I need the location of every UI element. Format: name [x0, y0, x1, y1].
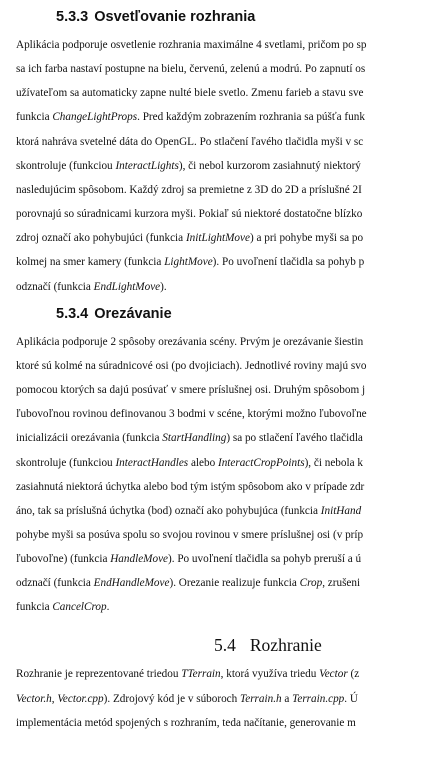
text-line	[16, 528, 363, 542]
text-line	[16, 456, 363, 470]
text-run: ). Po uvoľnení tlačidla sa pohyb p	[212, 256, 365, 269]
text-run: skontroluje (funkciou	[16, 159, 116, 172]
function-name: InteractHandles	[115, 456, 189, 469]
function-name: InitHand	[320, 504, 362, 517]
text-run: funkcia	[16, 601, 53, 614]
text-run: ) sa po stlačení ľavého tlačidla	[226, 432, 363, 445]
section-title: Rozhranie	[249, 635, 322, 655]
text-run: alebo	[188, 456, 218, 469]
text-run: implementácia metód spojených s rozhraním, teda načítanie, generovanie m	[16, 717, 356, 729]
text-run: ). Po uvoľnení tlačidla sa pohyb preruší a ú	[168, 552, 362, 565]
text-line	[16, 431, 363, 445]
text-run: odznačí (funkcia	[16, 577, 94, 589]
text-run: inicializácii orezávania (funkcia	[16, 432, 163, 445]
text-line	[16, 159, 361, 173]
text-line	[16, 667, 359, 681]
text-line	[16, 335, 363, 349]
function-name: Vector.cpp	[57, 692, 104, 705]
text-run: ). Orezanie realizuje funkcia	[169, 577, 300, 589]
text-run: áno, tak sa príslušná úchytka (bod) označí ako pohybujúca (funkcia	[16, 504, 321, 517]
function-name: ChangeLightProps	[52, 111, 138, 124]
text-run: kolmej na smer kamery (funkcia	[16, 256, 165, 269]
text-run: ľubovoľnou rovinou definovanou 3 bodmi v scéne, ktorými možno ľubovoľne	[16, 408, 367, 421]
text-run: Rozhranie je reprezentované triedou	[16, 668, 182, 680]
function-name: CancelCrop	[52, 601, 107, 614]
text-line	[16, 359, 366, 373]
function-name: Vector.h	[16, 692, 52, 705]
section-title: Orezávanie	[94, 306, 172, 322]
text-run: ľubovoľne) (funkcia	[16, 552, 111, 565]
text-line	[16, 255, 364, 269]
text-line	[16, 383, 365, 397]
text-line	[16, 62, 365, 76]
text-run: . Ú	[344, 692, 358, 705]
text-run: (z	[347, 668, 360, 680]
text-line	[16, 552, 361, 566]
function-name: Crop	[299, 577, 323, 589]
section-number: 5.3.4	[56, 306, 89, 322]
text-line	[16, 407, 367, 421]
text-run: . Pred každým zobrazením rozhrania sa púšťa funk	[137, 111, 365, 124]
function-name: StartHandling	[162, 432, 227, 445]
function-name: InteractCropPoints	[217, 456, 305, 469]
function-name: InteractLights	[115, 159, 179, 172]
text-line	[16, 110, 365, 124]
function-name: HandleMove	[110, 552, 168, 565]
text-line	[16, 716, 356, 730]
text-line	[16, 600, 109, 614]
text-run: užívateľom sa automaticky zapne nulté biele svetlo. Zmenu farieb a stavu sve	[16, 87, 364, 100]
text-run: , zrušeni	[322, 577, 361, 589]
text-run: .	[106, 601, 110, 614]
text-run: pohybe myši sa posúva spolu so svojou rovinou v smere príslušnej osi (v príp	[16, 528, 364, 541]
text-run: Aplikácia podporuje 2 spôsoby orezávania scény. Prvým je orezávanie šiestin	[16, 336, 364, 348]
text-line	[16, 280, 167, 294]
function-name: TTerrain	[181, 668, 221, 680]
section-title: Osvetľovanie rozhrania	[94, 9, 256, 25]
text-run: sa ich farba nastaví postupne na bielu, červenú, zelenú a modrú. Po zapnutí os	[16, 63, 366, 76]
text-run: , ktorá využíva triedu	[220, 668, 320, 680]
text-run: ).	[160, 280, 167, 293]
function-name: InitLightMove	[185, 232, 250, 245]
text-line	[16, 207, 362, 221]
text-run: ), či nebola k	[304, 456, 363, 469]
text-run: skontroluje (funkciou	[16, 456, 116, 469]
text-run: ). Zdrojový kód je v súboroch	[103, 692, 241, 705]
text-line	[16, 86, 364, 100]
function-name: EndLightMove	[93, 280, 161, 293]
text-run: ktorá nahráva svetelné dáta do OpenGL. Po stlačení ľavého tlačidla myši v sc	[16, 135, 364, 148]
text-run: ), či nebol kurzorom zasiahnutý niektorý	[178, 159, 361, 172]
text-line	[16, 135, 363, 149]
text-run: nasledujúcim spôsobom. Každý zdroj sa premietne z 3D do 2D a príslušné 2I	[16, 183, 362, 196]
text-run: odznačí (funkcia	[16, 280, 94, 293]
text-run: ktoré sú kolmé na súradnicové osi (po dvojiciach). Jednotlivé roviny majú svo	[16, 360, 367, 373]
text-line	[16, 231, 363, 245]
text-line	[16, 38, 366, 52]
text-run: a	[281, 692, 293, 705]
text-line	[16, 480, 364, 494]
section-number: 5.3.3	[56, 9, 89, 25]
function-name: EndHandleMove	[93, 577, 170, 589]
section-heading-5-4	[214, 635, 322, 656]
text-line	[16, 576, 360, 590]
text-run: pomocou ktorých sa dajú posúvať v smere príslušnej osi. Druhým spôsobom j	[16, 384, 366, 397]
function-name: Vector	[319, 668, 348, 680]
text-line	[16, 504, 361, 518]
text-run: funkcia	[16, 111, 53, 124]
function-name: Terrain.cpp	[292, 692, 345, 705]
text-run: ,	[51, 692, 58, 705]
text-line	[16, 692, 358, 706]
section-heading-5-3-4	[56, 306, 172, 322]
text-run: ) a pri pohybe myši sa po	[249, 232, 364, 245]
function-name: LightMove	[164, 256, 213, 269]
text-run: zdroj označí ako pohybujúci (funkcia	[16, 232, 186, 245]
section-number: 5.4	[214, 635, 236, 655]
section-heading-5-3-3	[56, 9, 255, 25]
text-line	[16, 183, 362, 197]
text-run: porovnajú so súradnicami kurzora myši. Pokiaľ sú niektoré dostatočne blízko	[16, 208, 363, 221]
text-run: zasiahnutá niektorá úchytka alebo bod tým istým spôsobom ako v prípade zdr	[16, 480, 365, 493]
function-name: Terrain.h	[240, 692, 282, 705]
text-run: Aplikácia podporuje osvetlenie rozhrania maximálne 4 svetlami, pričom po sp	[16, 39, 367, 51]
